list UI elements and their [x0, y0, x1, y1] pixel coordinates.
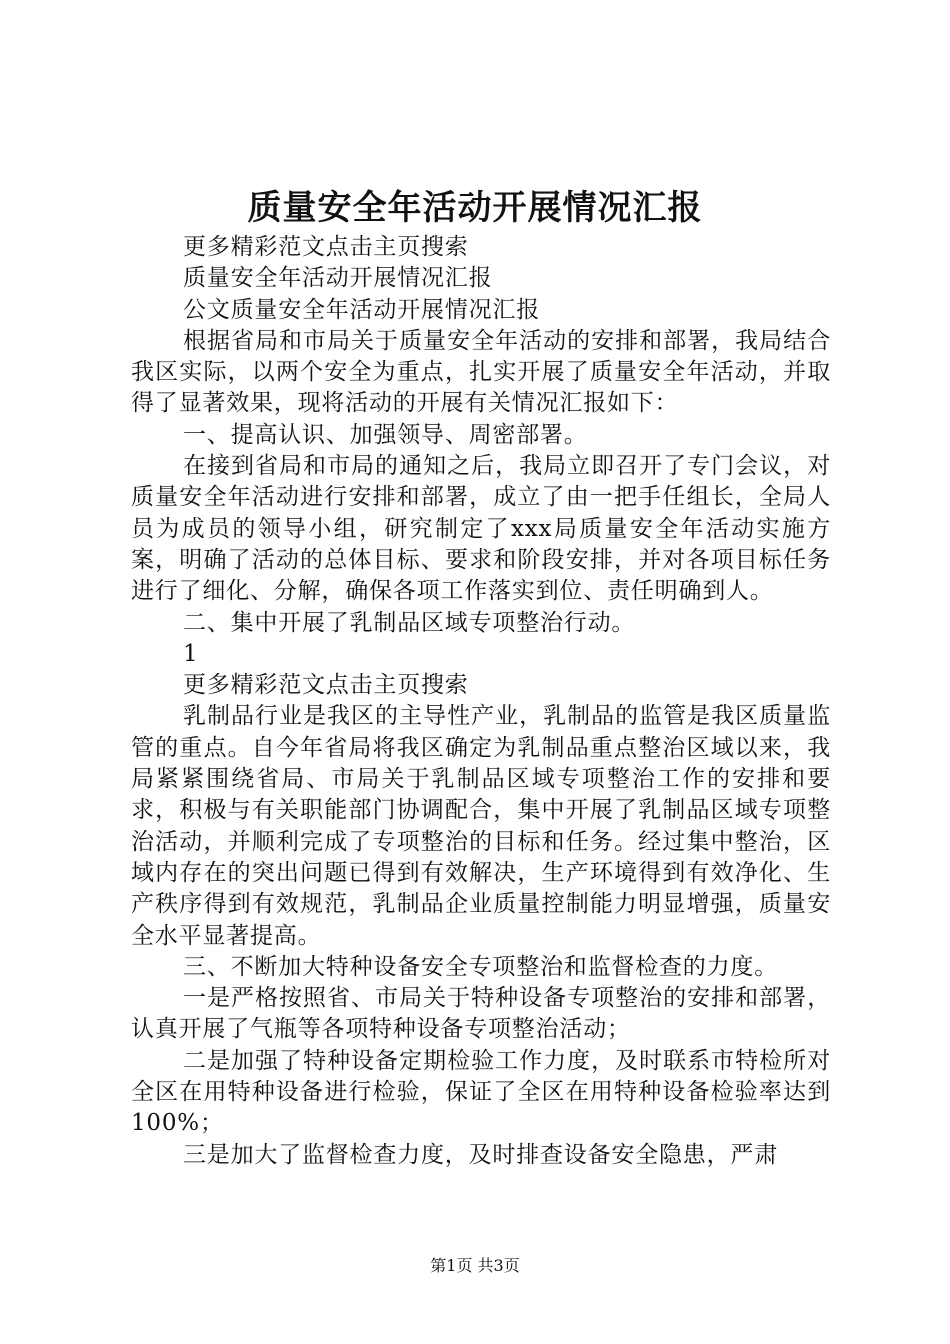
section-heading-2: 二、集中开展了乳制品区域专项整治行动。	[183, 609, 636, 636]
paragraph-item-1: 一是严格按照省、市局关于特种设备专项整治的安排和部署，认真开展了气瓶等各项特种设备专项整治活动；	[131, 985, 831, 1043]
paragraph-section-1: 在接到省局和市局的通知之后，我局立即召开了专门会议，对质量安全年活动进行安排和部署，成立了由一把手任组长，全局人员为成员的领导小组，研究制定了xxx局质量安全年活动实施方案，明确了活动的总体目标、要求和阶段安排，并对各项目标任务进行了细化、分解，确保各项工作落实到位、责任明确到人。	[131, 453, 831, 605]
paragraph-section-2: 乳制品行业是我区的主导性产业，乳制品的监管是我区质量监管的重点。自今年省局将我区确定为乳制品重点整治区域以来，我局紧紧围绕省局、市局关于乳制品区域专项整治工作的安排和要求，积极与有关职能部门协调配合，集中开展了乳制品区域专项整治活动，并顺利完成了专项整治的目标和任务。经过集中整治，区域内存在的突出问题已得到有效解决，生产环境得到有效净化、生产秩序得到有效规范，乳制品企业质量控制能力明显增强，质量安全水平显著提高。	[131, 703, 831, 949]
document-title: 质量安全年活动开展情况汇报	[247, 188, 703, 228]
section-heading-3: 三、不断加大特种设备安全专项整治和监督检查的力度。	[183, 953, 778, 980]
paragraph-item-3: 三是加大了监督检查力度，及时排查设备安全隐患，严肃	[183, 1141, 778, 1168]
paragraph-item-2: 二是加强了特种设备定期检验工作力度，及时联系市特检所对全区在用特种设备进行检验，保证了全区在用特种设备检验率达到100%；	[131, 1047, 831, 1137]
document-body	[131, 232, 831, 1171]
paragraph-more-link: 更多精彩范文点击主页搜索	[183, 234, 469, 260]
paragraph-intro: 根据省局和市局关于质量安全年活动的安排和部署，我局结合我区实际，以两个安全为重点，扎实开展了质量安全年活动，并取得了显著效果，现将活动的开展有关情况汇报如下：	[131, 327, 831, 417]
section-heading-1: 一、提高认识、加强领导、周密部署。	[183, 421, 588, 448]
page-footer: 第1页 共3页	[430, 1256, 520, 1275]
inline-page-number: 1	[183, 640, 199, 667]
paragraph-subtitle: 质量安全年活动开展情况汇报	[183, 265, 493, 292]
paragraph-more-link-2: 更多精彩范文点击主页搜索	[183, 672, 469, 699]
paragraph-doc-type: 公文质量安全年活动开展情况汇报	[183, 296, 540, 323]
